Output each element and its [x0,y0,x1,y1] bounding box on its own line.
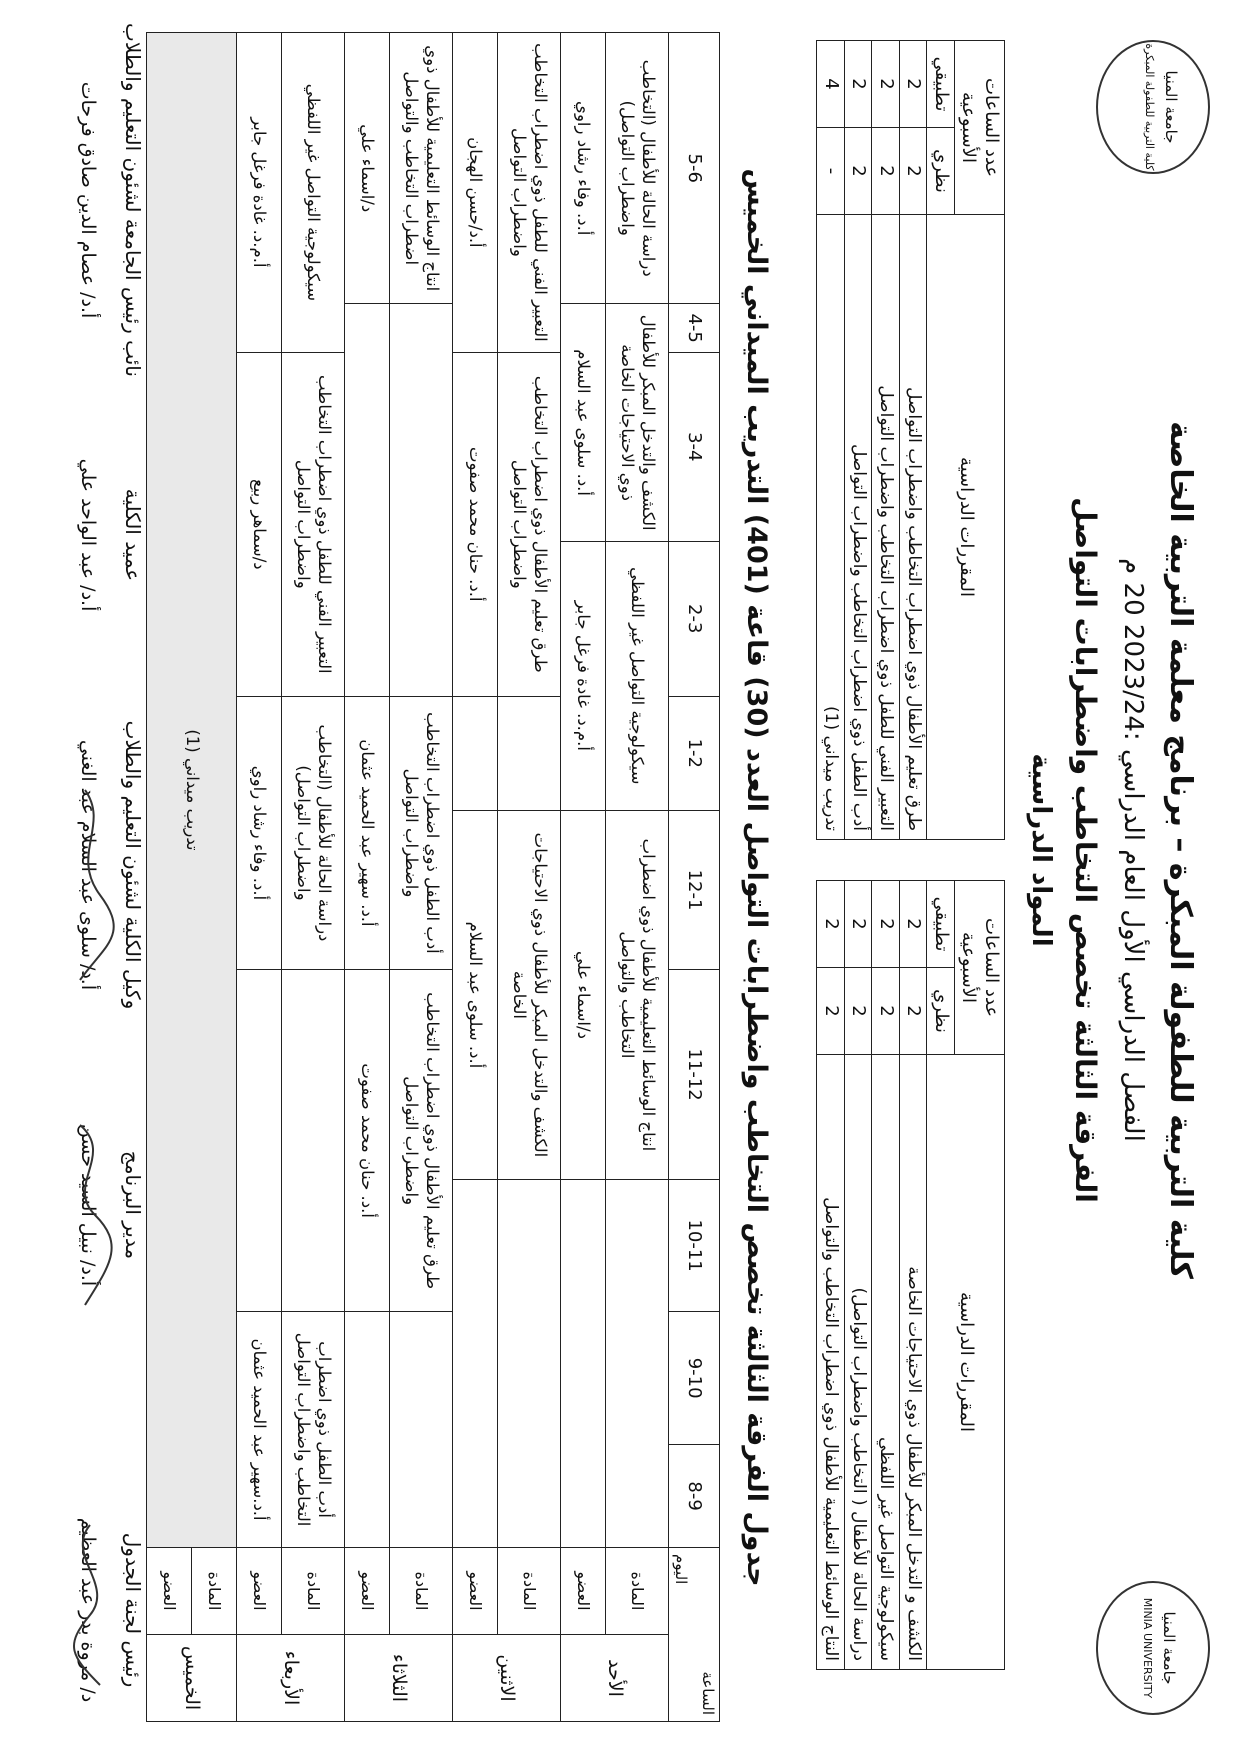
field-training-cell: تدريب ميداني (1) [147,33,237,1548]
course-name: سيكولوجية التواصل غير اللفظي [872,1055,900,1670]
course-name: دراسة الحالة للأطفال ( التخاطب واضطراب التواصل) [845,1055,873,1670]
member-label: العضو [345,1548,390,1635]
header-courses-label: المواد الدراسية [1026,753,1056,947]
practical-hours: 2 [817,881,845,968]
schedule-subject: أدب الطفل ذوي اضطراب التخاطب واضطراب التواصل [282,1312,345,1548]
time-slot: 1-2 [669,696,720,810]
day-thursday: الخميس [147,1635,237,1722]
schedule-member: أ.د. وفاء رشاد راوي [237,696,282,969]
theory-hours: 2 [872,128,900,215]
faculty-logo-text: جامعة المنيا [1162,70,1180,144]
course-name: طرق تعليم الأطفال ذوي اضطراب التخاطب واضطراب التواصل [900,215,928,840]
schedule-member: د/سماهر ربيع [237,352,282,696]
schedule-subject: انتاج الوسائط التعليمية للأطفال ذوي اضطراب التخاطب والتواصل [606,810,669,1179]
empty-cell [345,1312,390,1548]
schedule-member: أ.د. سلوى عبد السلام [561,304,606,541]
practical-header: تطبيقي [927,881,955,968]
theory-header: نظري [927,128,955,215]
schedule-title: جدول الفرقة الثالثة تخصص التخاطب واضطرابات التواصل العدد (30) قاعة (401) التدريب الميداني الخميس [741,168,772,1587]
signature-name: أ.د/ عصام الدين صادق فرحات [77,81,99,319]
signature-name: أ.د/ عبد الواحد علي [77,458,99,612]
header-semester-year: الفصل الدراسي الأول العام الدراسي :2023/24 20 م [1118,558,1148,1142]
schedule-member: أ.د. حنان محمد صفوت [345,970,390,1312]
course-name: التعبير الفني للطفل ذوي اضطراب التخاطب واضطراب التواصل [872,215,900,840]
theory-hours: 2 [845,968,873,1055]
table-row [817,881,845,1670]
courses-table-left [817,40,1006,840]
day-tuesday: الثلاثاء [345,1635,453,1722]
table-row [453,33,498,1722]
signature-title: رئيس لجنة الجدول [121,1532,145,1688]
course-name: النتاج الوسائط التعليمية للأطفال ذوي اضطراب التخاطب والتواصل [817,1055,845,1670]
day-monday: الاثنين [453,1635,561,1722]
signature-name: أ.د/ نبيل السيد حسن [77,1123,99,1287]
university-logo-subtext: MINIA UNIVERSITY [1141,1597,1154,1699]
table-row [872,41,900,840]
table-row [900,41,928,840]
schedule-subject: طرق تعليم الأطفال ذوي اضطراب التخاطب واضطراب التواصل [390,970,453,1312]
course-name: أدب الطفل ذوي اضطراب التخاطب واضطراب التواصل [845,215,873,840]
schedule-member: أ.د. سلوى عبد السلام [453,810,498,1179]
signature-title: عميد الكلية [121,488,145,582]
university-logo-text: جامعة المنيا [1160,1611,1178,1685]
schedule-subject: انتاج الوسائط التعليمية للأطفال ذوي اضطراب التخاطب والتواصل [390,33,453,304]
schedule-member: أ.د.سهير عبد الحميد عثمان [237,1312,282,1548]
schedule-subject: سيكولوجية التواصل غير اللفظي [606,541,669,810]
schedule-header-row [669,33,720,1722]
header-level-specialization: الفرقة الثالثة تخصص التخاطب واضطرابات التواصل [1069,497,1102,1203]
table-row [345,33,390,1722]
signature-name: د/ مروة بدر عبد العظيم [77,1517,99,1703]
theory-hours: - [817,128,845,215]
schedule-table [146,32,720,1722]
signature-title: وكيل الكلية لشئون التعليم والطلاب [121,720,145,1010]
table-row [872,881,900,1670]
empty-cell [498,696,561,810]
corner-time-label: الساعة [699,1671,717,1715]
member-label: العضو [561,1548,606,1635]
theory-hours: 2 [845,128,873,215]
practical-hours: 2 [900,41,928,128]
table-row [817,41,845,840]
subject-label: المادة [606,1548,669,1635]
schedule-subject: سيكولوجية التواصل غير اللفظي [282,33,345,353]
theory-hours: 2 [817,968,845,1055]
course-name: تدريب ميداني (1) [817,215,845,840]
subject-label: المادة [192,1548,237,1635]
courses-header: المقررات الدراسية [927,1055,1005,1670]
empty-cell [498,1180,561,1548]
table-row [845,881,873,1670]
courses-header: المقررات الدراسية [927,215,1005,840]
header-faculty-program: كلية التربية للطفولة المبكرة – برنامج معلمة التربية الخاصة [1163,421,1198,1279]
schedule-subject: الكشف والتدخل المبكر للأطفال ذوي الاحتياجات الخاصة [606,304,669,541]
schedule-member: أ.م.د. غادة فرغل جابر [237,33,282,353]
member-label: العضو [453,1548,498,1635]
member-label: العضو [237,1548,282,1635]
empty-cell [237,970,282,1312]
practical-hours: 2 [845,881,873,968]
table-row [237,33,282,1722]
day-time-corner [669,1548,720,1722]
table-row [900,881,928,1670]
empty-cell [453,1180,498,1548]
schedule-member: أ.د/حسن الهجان [453,33,498,353]
faculty-logo [1096,40,1210,174]
schedule-member: د/اسماء علي [561,810,606,1179]
time-slot: 12-1 [669,810,720,969]
theory-header: نظري [927,968,955,1055]
practical-hours: 2 [872,41,900,128]
faculty-logo-subtext: كلية التربية للطفولة المبكرة [1143,43,1156,171]
table-row [192,33,237,1722]
schedule-member: أ.د. حنان محمد صفوت [453,352,498,696]
schedule-subject: دراسة الحالة للأطفال (التخاطب واضطراب التواصل) [282,696,345,969]
handwritten-signature [60,1515,120,1695]
table-row [390,33,453,1722]
course-name: الكشف و التدخل المبكر للأطفال ذوي الاحتياجات الخاصة [900,1055,928,1670]
time-slot: 9-10 [669,1312,720,1445]
practical-hours: 2 [900,881,928,968]
schedule-subject: الكشف والتدخل المبكر للأطفال ذوي الاحتياجات الخاصة [498,810,561,1179]
signature-title: نائب رئيس الجامعة لشئون التعليم والطلاب [121,23,145,377]
schedule-subject: دراسة الحالة للأطفال (التخاطب واضطراب التواصل) [606,33,669,304]
day-wednesday: الأربعاء [237,1635,345,1722]
table-row [606,33,669,1722]
hours-header: عدد الساعات الأسبوعية [955,41,1005,215]
signature-dean [77,425,145,645]
handwritten-signature [60,775,120,995]
schedule-subject: طرق تعليم الأطفال ذوي اضطراب التخاطب واضطراب التواصل [498,352,561,696]
practical-hours: 4 [817,41,845,128]
signature-title: مدير البرنامج [121,1150,145,1260]
theory-hours: 2 [900,968,928,1055]
subject-label: المادة [390,1548,453,1635]
member-label: العضو [147,1548,192,1635]
corner-day-label: اليوم [671,1554,690,1585]
empty-cell [561,1180,606,1548]
schedule-subject: التعبير الفني للطفل ذوي اضطراب التخاطب واضطراب التواصل [498,33,561,353]
hours-header: عدد الساعات الأسبوعية [955,881,1005,1055]
table-row [282,33,345,1722]
theory-hours: 2 [872,968,900,1055]
practical-hours: 2 [872,881,900,968]
empty-cell [345,304,390,696]
time-slot: 2-3 [669,541,720,696]
schedule-member: أ.م.د. غادة فرغل جابر [561,541,606,810]
time-slot: 10-11 [669,1180,720,1312]
table-row [845,41,873,840]
subject-label: المادة [498,1548,561,1635]
signature-name: أ.د/ سلوى عبد السلام عبد الغني [77,739,99,991]
table-row [561,33,606,1722]
subject-label: المادة [282,1548,345,1635]
time-slot: 4-5 [669,304,720,352]
time-slot: 5-6 [669,33,720,304]
schedule-member: د/اسماء علي [345,33,390,304]
table-row [498,33,561,1722]
signature-vice-president [77,15,145,385]
day-sunday: الأحد [561,1635,669,1722]
empty-cell [453,696,498,810]
practical-hours: 2 [845,41,873,128]
schedule-member: أ.د. وفاء رشاد راوي [561,33,606,304]
practical-header: تطبيقي [927,41,955,128]
university-logo [1096,1581,1210,1715]
empty-cell [390,1312,453,1548]
courses-table-right [817,880,1006,1670]
time-slot: 8-9 [669,1445,720,1548]
empty-cell [606,1180,669,1548]
schedule-member: أ.د. سهير عبد الحميد عثمان [345,696,390,969]
theory-hours: 2 [900,128,928,215]
schedule-subject: التعبير الفني للطفل ذوي اضطراب التخاطب واضطراب التواصل [282,352,345,696]
schedule-subject: أدب الطفل ذوي اضطراب التخاطب واضطراب التواصل [390,696,453,969]
time-slot: 11-12 [669,970,720,1180]
empty-cell [282,970,345,1312]
handwritten-signature [60,1115,120,1315]
time-slot: 3-4 [669,352,720,541]
empty-cell [390,304,453,696]
